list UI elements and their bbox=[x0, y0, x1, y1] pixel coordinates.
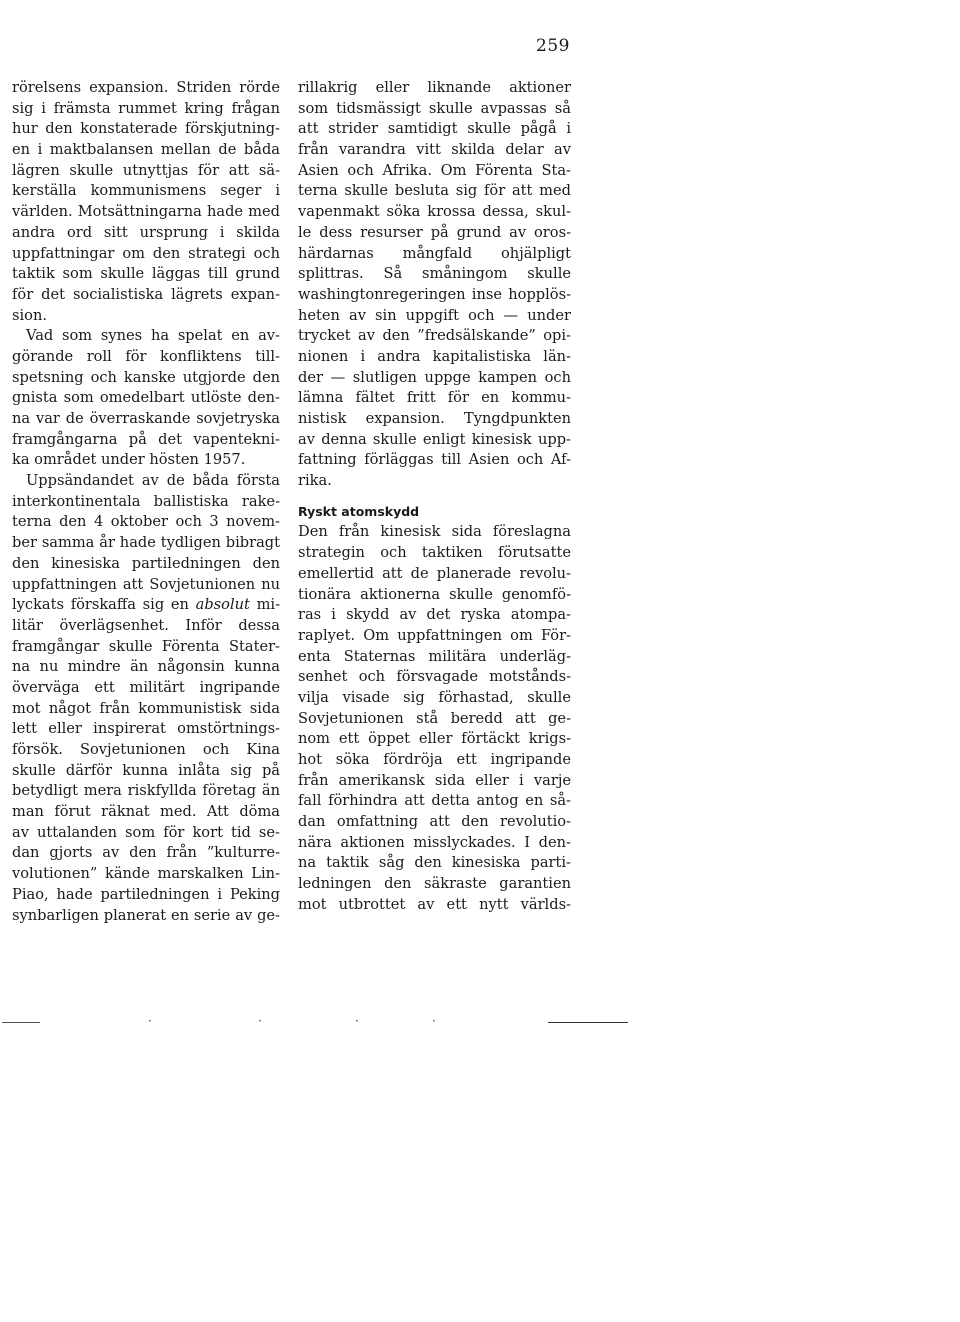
text-line: der — slutligen uppge kampen och bbox=[298, 368, 571, 386]
scan-artifact-dot: · bbox=[258, 1014, 262, 1028]
text-line: trycket av den ”fredsälskande” opi- bbox=[298, 327, 571, 345]
scan-artifact-dot: · bbox=[148, 1014, 152, 1028]
scan-artifact-line bbox=[2, 1022, 40, 1023]
text-line: Vad som synes ha spelat en av- bbox=[26, 327, 280, 345]
text-line: Piao, hade partiledningen i Peking bbox=[12, 885, 280, 903]
text-line: som tidsmässigt skulle avpassas så bbox=[298, 99, 571, 117]
text-line: na taktik såg den kinesiska parti- bbox=[298, 854, 571, 872]
text-line: ber samma år hade tydligen bibragt bbox=[12, 534, 280, 552]
text-line: volutionen” kände marskalken Lin- bbox=[12, 865, 280, 883]
text-line: framgångarna på det vapentekni- bbox=[12, 430, 280, 448]
text-line: att strider samtidigt skulle pågå i bbox=[298, 120, 571, 138]
text-line: sion. bbox=[12, 306, 47, 324]
text-line: heten av sin uppgift och — under bbox=[298, 306, 571, 324]
text-line: hot söka fördröja ett ingripande bbox=[298, 751, 571, 768]
text-line: lett eller inspirerat omstörtnings- bbox=[12, 720, 280, 738]
text-line: vilja visade sig förhastad, skulle bbox=[298, 688, 571, 706]
text-line: dan omfattning att den revolutio- bbox=[298, 813, 571, 831]
text-line: av denna skulle enligt kinesisk upp- bbox=[298, 430, 571, 448]
text-line: överväga ett militärt ingripande bbox=[12, 678, 280, 696]
text-line: strategin och taktiken förutsatte bbox=[298, 544, 571, 562]
page-number: 259 bbox=[536, 36, 570, 56]
text-line: na var de överraskande sovjetryska bbox=[12, 410, 280, 427]
text-line: tionära aktionerna skulle genomfö- bbox=[298, 585, 571, 603]
text-line: synbarligen planerat en serie av ge- bbox=[12, 906, 280, 924]
text-line: härdarnas mångfald ohjälpligt bbox=[298, 244, 571, 262]
text-line: rörelsens expansion. Striden rörde bbox=[12, 79, 280, 96]
text-line: terna den 4 oktober och 3 novem- bbox=[12, 513, 280, 531]
text-line: ka området under hösten 1957. bbox=[12, 451, 246, 469]
text-line: fattning förläggas till Asien och Af- bbox=[298, 451, 571, 469]
text-line: världen. Motsättningarna hade med bbox=[12, 203, 280, 221]
text-line: mot något från kommunistisk sida bbox=[12, 699, 280, 717]
text-line: rillakrig eller liknande aktioner bbox=[298, 79, 571, 96]
text-line: lämna fältet fritt för en kommu- bbox=[298, 389, 571, 407]
text-line: görande roll för konfliktens till- bbox=[12, 347, 280, 365]
scan-artifact-line bbox=[548, 1022, 628, 1023]
text-line: för det socialistiska lägrets expan- bbox=[12, 285, 280, 303]
text-line: nära aktionen misslyckades. I den- bbox=[298, 833, 571, 851]
scan-artifact-dot: · bbox=[355, 1014, 359, 1028]
text-line: en i maktbalansen mellan de båda bbox=[12, 141, 280, 159]
text-line: man förut räknat med. Att döma bbox=[12, 803, 280, 821]
text-line: den kinesiska partiledningen den bbox=[12, 554, 280, 572]
text-line: splittras. Så småningom skulle bbox=[298, 265, 571, 283]
right-column bbox=[298, 78, 571, 916]
text-line-with-emphasis bbox=[12, 595, 280, 616]
text-line: nom ett öppet eller förtäckt krigs- bbox=[298, 730, 571, 748]
section-subheading: Ryskt atomskydd bbox=[298, 503, 420, 519]
text-line: andra ord sitt ursprung i skilda bbox=[12, 223, 280, 241]
text-line: washingtonregeringen inse hopplös- bbox=[298, 285, 571, 303]
text-line: nistisk expansion. Tyngdpunkten bbox=[298, 410, 571, 427]
text-line: mot utbrottet av ett nytt världs- bbox=[298, 895, 571, 913]
text-line: terna skulle besluta sig för att med bbox=[298, 182, 571, 200]
text-line: nionen i andra kapitalistiska län- bbox=[298, 347, 571, 365]
text-line: från amerikansk sida eller i varje bbox=[298, 771, 571, 789]
text-line: vapenmakt söka krossa dessa, skul- bbox=[298, 203, 571, 221]
text-line: senhet och försvagade motstånds- bbox=[298, 668, 571, 686]
text-line: rika. bbox=[298, 472, 332, 490]
text-line: raplyet. Om uppfattningen om För- bbox=[298, 626, 571, 644]
text-line: dan gjorts av den från ”kulturre- bbox=[12, 844, 280, 862]
text-line: skulle därför kunna inlåta sig på bbox=[12, 761, 280, 779]
text-line: kerställa kommunismens seger i bbox=[12, 182, 280, 200]
text-line: lägren skulle utnyttjas för att sä- bbox=[12, 161, 280, 179]
text-line: Sovjetunionen stå beredd att ge- bbox=[298, 709, 571, 727]
text-fragment: mi- bbox=[256, 596, 280, 614]
text-line: Uppsändandet av de båda första bbox=[26, 472, 280, 490]
emphasis-word: absolut bbox=[195, 596, 250, 614]
text-line: hur den konstaterade förskjutning- bbox=[12, 120, 280, 138]
text-line: sig i främsta rummet kring frågan bbox=[12, 99, 280, 117]
scan-artifact-dot: · bbox=[432, 1014, 436, 1028]
text-line: betydligt mera riskfyllda företag än bbox=[12, 782, 280, 800]
text-line: uppfattningar om den strategi och bbox=[12, 244, 280, 262]
text-line: ledningen den säkraste garantien bbox=[298, 875, 571, 893]
text-line: från varandra vitt skilda delar av bbox=[298, 141, 571, 159]
text-line: Den från kinesisk sida föreslagna bbox=[298, 523, 571, 541]
text-line: framgångar skulle Förenta Stater- bbox=[12, 637, 280, 655]
text-line: le dess resurser på grund av oros- bbox=[298, 223, 571, 241]
text-line: försök. Sovjetunionen och Kina bbox=[12, 741, 280, 758]
text-line: emellertid att de planerade revolu- bbox=[298, 564, 571, 582]
text-line: gnista som omedelbart utlöste den- bbox=[12, 389, 280, 407]
text-line: Asien och Afrika. Om Förenta Sta- bbox=[298, 161, 571, 179]
text-fragment: lyckats förskaffa sig en bbox=[12, 596, 189, 614]
text-line: spetsning och kanske utgjorde den bbox=[12, 368, 280, 386]
text-line: ras i skydd av det ryska atompa- bbox=[298, 606, 571, 624]
text-line: na nu mindre än någonsin kunna bbox=[12, 658, 280, 676]
text-line: interkontinentala ballistiska rake- bbox=[12, 492, 280, 510]
text-line: enta Staternas militära underläg- bbox=[298, 647, 571, 665]
text-line: litär överlägsenhet. Inför dessa bbox=[12, 616, 280, 634]
text-line: taktik som skulle läggas till grund bbox=[12, 265, 280, 283]
text-line: uppfattningen att Sovjetunionen nu bbox=[12, 575, 280, 593]
left-column bbox=[12, 78, 280, 926]
text-line: fall förhindra att detta antog en så- bbox=[298, 792, 571, 810]
text-line: av uttalanden som för kort tid se- bbox=[12, 823, 280, 841]
